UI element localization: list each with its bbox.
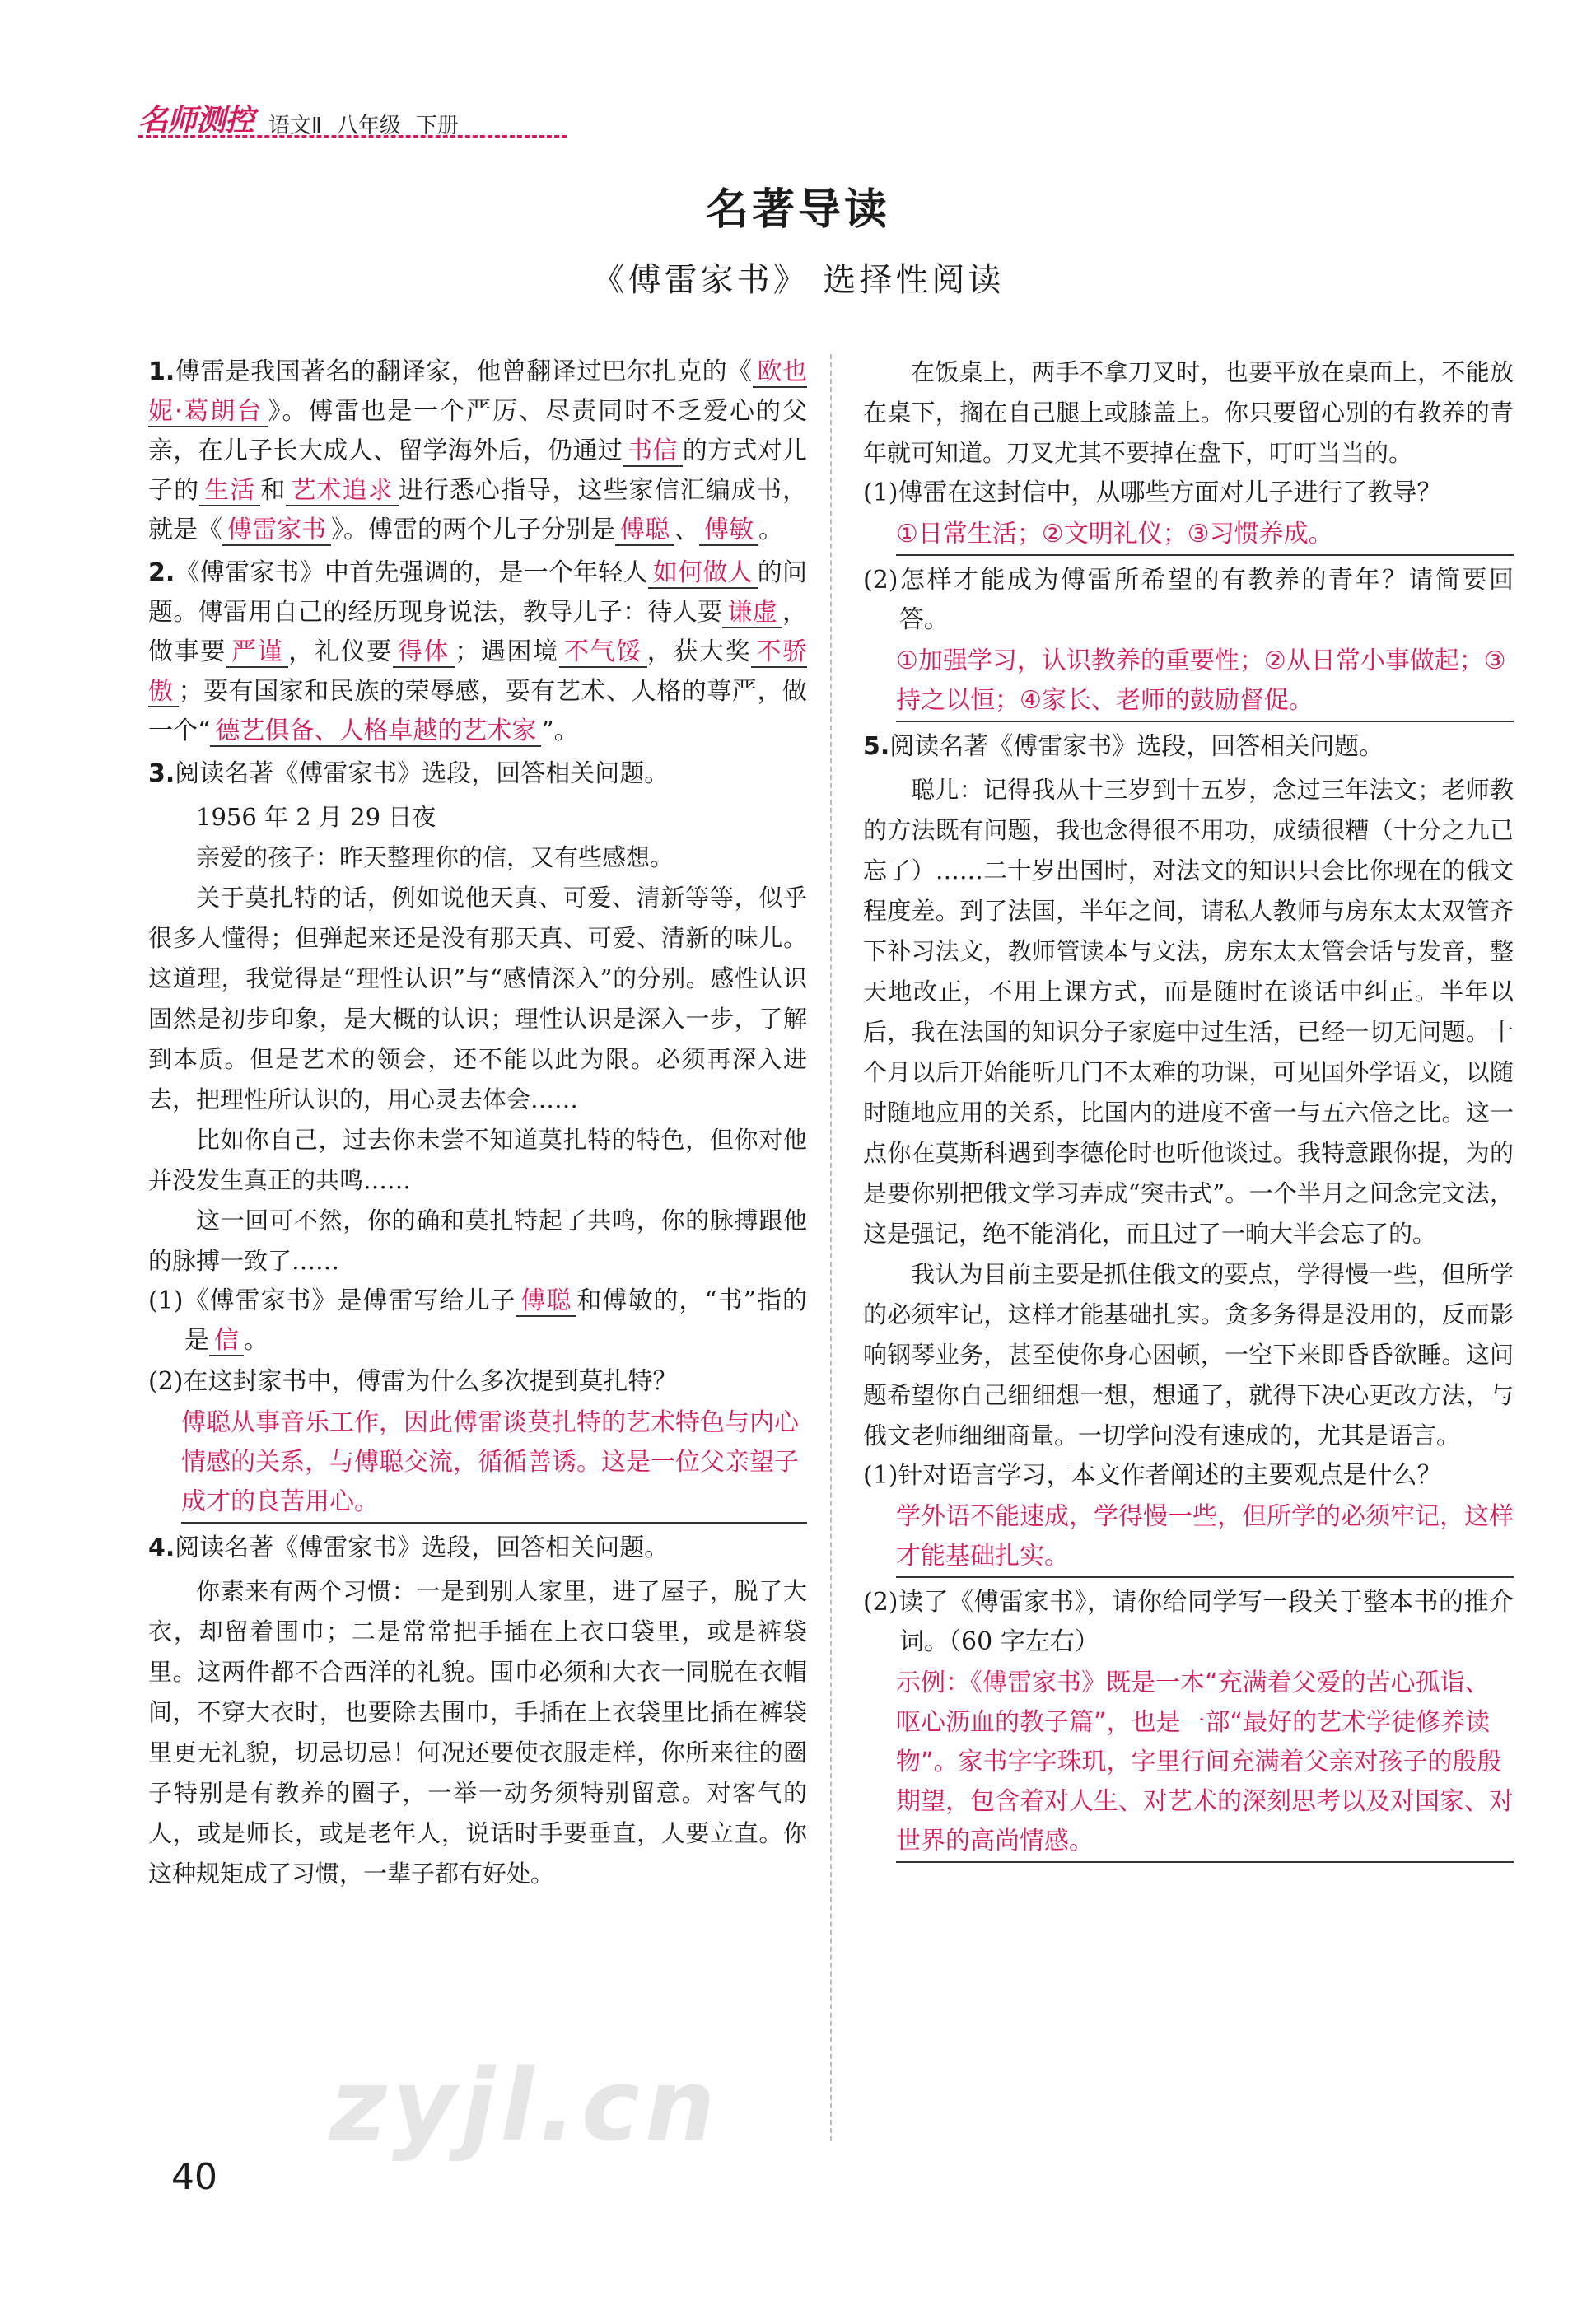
passage-paragraph: 这一回可不然，你的确和莫扎特起了共鸣，你的脉搏跟他的脉搏一致了…… bbox=[148, 1207, 807, 1275]
question-text: 和 bbox=[260, 476, 287, 505]
page-title: 名著导读 bbox=[705, 185, 890, 235]
question-2 bbox=[148, 553, 807, 751]
question-text: ，礼仪要 bbox=[288, 637, 393, 666]
answer-text: 傅聪从事音乐工作，因此傅雷谈莫扎特的艺术特色与内心情感的关系，与傅聪交流，循循善诱。这是一位父亲望子成才的良苦用心。 bbox=[181, 1403, 807, 1524]
answer-blank: 不骄傲 bbox=[148, 637, 808, 706]
header-volume: 下册 bbox=[415, 114, 459, 138]
column-divider bbox=[830, 354, 832, 2141]
question-text: ；遇困境 bbox=[455, 637, 559, 666]
page-header bbox=[138, 97, 459, 139]
letter-date: 1956 年 2 月 29 日夜 bbox=[196, 803, 436, 831]
answer-blank: 书信 bbox=[623, 436, 683, 467]
header-grade: 八年级 bbox=[336, 114, 401, 138]
answer-blank: 傅聪 bbox=[615, 516, 674, 546]
question-text: 》。傅雷的两个儿子分别是 bbox=[331, 516, 615, 544]
question-text: ”。 bbox=[541, 716, 579, 745]
question-intro bbox=[148, 754, 807, 794]
passage-paragraph: 我认为目前主要是抓住俄文的要点，学得慢一些，但所学的必须牢记，这样才能基础扎实。贪多务得是没用的，反而影响钢琴业务，甚至使你身心困顿，一空下来即昏昏欲睡。这问题希望你自己细细想一想，想通了，就得下决心更改方法，与俄文老师细细商量。一切学问没有速成的，尤其是语言。 bbox=[863, 1260, 1514, 1449]
question-number: 2. bbox=[148, 558, 175, 587]
question-text: 进行悉心指导，这些家信汇编成书，就是《 bbox=[148, 476, 808, 544]
page-number: 40 bbox=[171, 2156, 217, 2198]
question-text: (1)《傅雷家书》是傅雷写给儿子 bbox=[148, 1286, 516, 1315]
question-5 bbox=[863, 727, 1514, 1863]
header-subject: 语文Ⅱ bbox=[268, 114, 322, 138]
question-number: 5. bbox=[863, 732, 890, 761]
answer-blank: 艺术追求 bbox=[286, 476, 398, 506]
passage-paragraph: 比如你自己，过去你未尝不知道莫扎特的特色，但你对他并没发生真正的共鸣…… bbox=[148, 1126, 807, 1194]
question-text: 阅读名著《傅雷家书》选段，回答相关问题。 bbox=[175, 1533, 670, 1562]
passage-paragraph: 你素来有两个习惯：一是到别人家里，进了屋子，脱了大衣，却留着围巾；二是常常把手插在上衣口袋里，或是裤袋里。这两件都不合西洋的礼貌。围巾必须和大衣一同脱在衣帽间，不穿大衣时，也要除去围巾，手插在上衣袋里比插在裤袋里更无礼貌，切忌切忌！何况还要使衣服走样，你所来往的圈子特别是有教养的圈子，一举一动务须特别留意。对客气的人，或是师长，或是老年人，说话时手要垂直，人要立直。你这种规矩成了习惯，一辈子都有好处。 bbox=[148, 1577, 807, 1888]
sub-question bbox=[148, 1281, 807, 1361]
question-text: ；要有国家和民族的荣辱感，要有艺术、人格的尊严，做一个“ bbox=[148, 677, 808, 745]
question-text: ，做事要 bbox=[148, 598, 807, 666]
question-intro bbox=[863, 727, 1514, 767]
question-text: 阅读名著《傅雷家书》选段，回答相关问题。 bbox=[889, 732, 1384, 761]
answer-blank: 信 bbox=[209, 1326, 244, 1356]
question-text: 《傅雷家书》中首先强调的，是一个年轻人 bbox=[175, 558, 648, 587]
answer-blank: 不气馁 bbox=[559, 637, 647, 668]
question-text: 和傅敏的，“书”指的是 bbox=[184, 1286, 807, 1355]
left-column bbox=[148, 352, 807, 1894]
question-intro bbox=[148, 1529, 807, 1568]
answer-blank: 欧也妮·葛朗台 bbox=[148, 357, 807, 426]
question-text: 的问题。傅雷用自己的经历现身说法，教导儿子：待人要 bbox=[148, 558, 808, 627]
answer-blank: 傅雷家书 bbox=[222, 516, 331, 546]
sub-question: (2)读了《傅雷家书》，请你给同学写一段关于整本书的推介词。（60 字左右） bbox=[863, 1588, 1514, 1656]
answer-blank: 德艺俱备、人格卓越的艺术家 bbox=[210, 716, 541, 747]
question-text: 傅雷是我国著名的翻译家，他曾翻译过巴尔扎克的《 bbox=[175, 357, 753, 386]
question-number: 4. bbox=[148, 1533, 175, 1562]
question-text: 的方式对儿子的 bbox=[148, 436, 808, 505]
question-1 bbox=[148, 352, 807, 550]
question-text: 。 bbox=[244, 1326, 268, 1355]
answer-text: ①日常生活；②文明礼仪；③习惯养成。 bbox=[896, 515, 1514, 556]
answer-text: 学外语不能速成，学得慢一些，但所学的必须牢记，这样才能基础扎实。 bbox=[896, 1497, 1514, 1578]
question-text: 、 bbox=[674, 516, 699, 544]
question-text: 阅读名著《傅雷家书》选段，回答相关问题。 bbox=[175, 759, 670, 788]
right-column bbox=[863, 352, 1514, 1868]
answer-text: ①加强学习，认识教养的重要性；②从日常小事做起；③持之以恒；④家长、老师的鼓励督促。 bbox=[896, 642, 1514, 722]
passage-paragraph: 亲爱的孩子：昨天整理你的信，又有些感想。 bbox=[196, 843, 674, 871]
passage-paragraph: 在饭桌上，两手不拿刀叉时，也要平放在桌面上，不能放在桌下，搁在自己腿上或膝盖上。你只要留心别的有教养的青年就可知道。刀叉尤其不要掉在盘下，叮叮当当的。 bbox=[863, 358, 1514, 467]
answer-blank: 傅敏 bbox=[699, 516, 758, 546]
question-text: 。 bbox=[758, 516, 783, 544]
sub-question: (1)傅雷在这封信中，从哪些方面对儿子进行了教导？ bbox=[863, 478, 1442, 507]
sub-question: (2)怎样才能成为傅雷所希望的有教养的青年？请简要回答。 bbox=[863, 566, 1514, 634]
question-number: 3. bbox=[148, 759, 175, 788]
header-divider bbox=[138, 135, 567, 138]
question-text: 》。傅雷也是一个严厉、尽责同时不乏爱心的父亲，在儿子长大成人、留学海外后，仍通过 bbox=[148, 397, 807, 465]
sub-question: (2)在这封家书中，傅雷为什么多次提到莫扎特？ bbox=[148, 1367, 678, 1396]
answer-text: 示例：《傅雷家书》既是一本“充满着父爱的苦心孤诣、呕心沥血的教子篇”，也是一部“最好的艺术学徒修养读物”。家书字字珠玑，字里行间充满着父亲对孩子的殷殷期望，包含着对人生、对艺术的深刻思考以及对国家、对世界的高尚情感。 bbox=[896, 1664, 1514, 1863]
answer-blank: 严谨 bbox=[226, 637, 288, 668]
answer-blank: 如何做人 bbox=[648, 558, 758, 589]
passage-paragraph: 聪儿：记得我从十三岁到十五岁，念过三年法文；老师教的方法既有问题，我也念得很不用功，成绩很糟（十分之九已忘了）……二十岁出国时，对法文的知识只会比你现在的俄文程度差。到了法国，半年之间，请私人教师与房东太太双管齐下补习法文，教师管读本与文法，房东太太管会话与发音，整天地改正，不用上课方式，而是随时在谈话中纠正。半年以后，我在法国的知识分子家庭中过生活，已经一切无问题。十个月以后开始能听几门不太难的功课，可见国外学语文，以随时随地应用的关系，比国内的进度不啻一与五六倍之比。这一点你在莫斯科遇到李德伦时也听他谈过。我特意跟你提，为的是要你别把俄文学习弄成“突击式”。一个半月之间念完文法，这是强记，绝不能消化，而且过了一晌大半会忘了的。 bbox=[863, 776, 1514, 1248]
question-4 bbox=[148, 1529, 807, 1894]
answer-blank: 傅聪 bbox=[516, 1286, 576, 1317]
answer-blank: 谦虚 bbox=[722, 598, 782, 628]
page-subtitle: 《傅雷家书》 选择性阅读 bbox=[591, 261, 1005, 299]
passage-paragraph: 关于莫扎特的话，例如说他天真、可爱、清新等等，似乎很多人懂得；但弹起来还是没有那天真、可爱、清新的味儿。这道理，我觉得是“理性认识”与“感情深入”的分别。感性认识固然是初步印象，是大概的认识；理性认识是深入一步，了解到本质。但是艺术的领会，还不能以此为限。必须再深入进去，把理性所认识的，用心灵去体会…… bbox=[148, 884, 807, 1113]
question-number: 1. bbox=[148, 357, 175, 386]
question-3 bbox=[148, 754, 807, 1524]
sub-question: (1)针对语言学习，本文作者阐述的主要观点是什么？ bbox=[863, 1461, 1442, 1490]
brand-logo: 名师测控 bbox=[138, 104, 254, 138]
watermark: zyjl.cn bbox=[329, 2049, 721, 2163]
answer-blank: 生活 bbox=[199, 476, 260, 506]
question-text: ，获大奖 bbox=[646, 637, 752, 666]
answer-blank: 得体 bbox=[393, 637, 455, 668]
